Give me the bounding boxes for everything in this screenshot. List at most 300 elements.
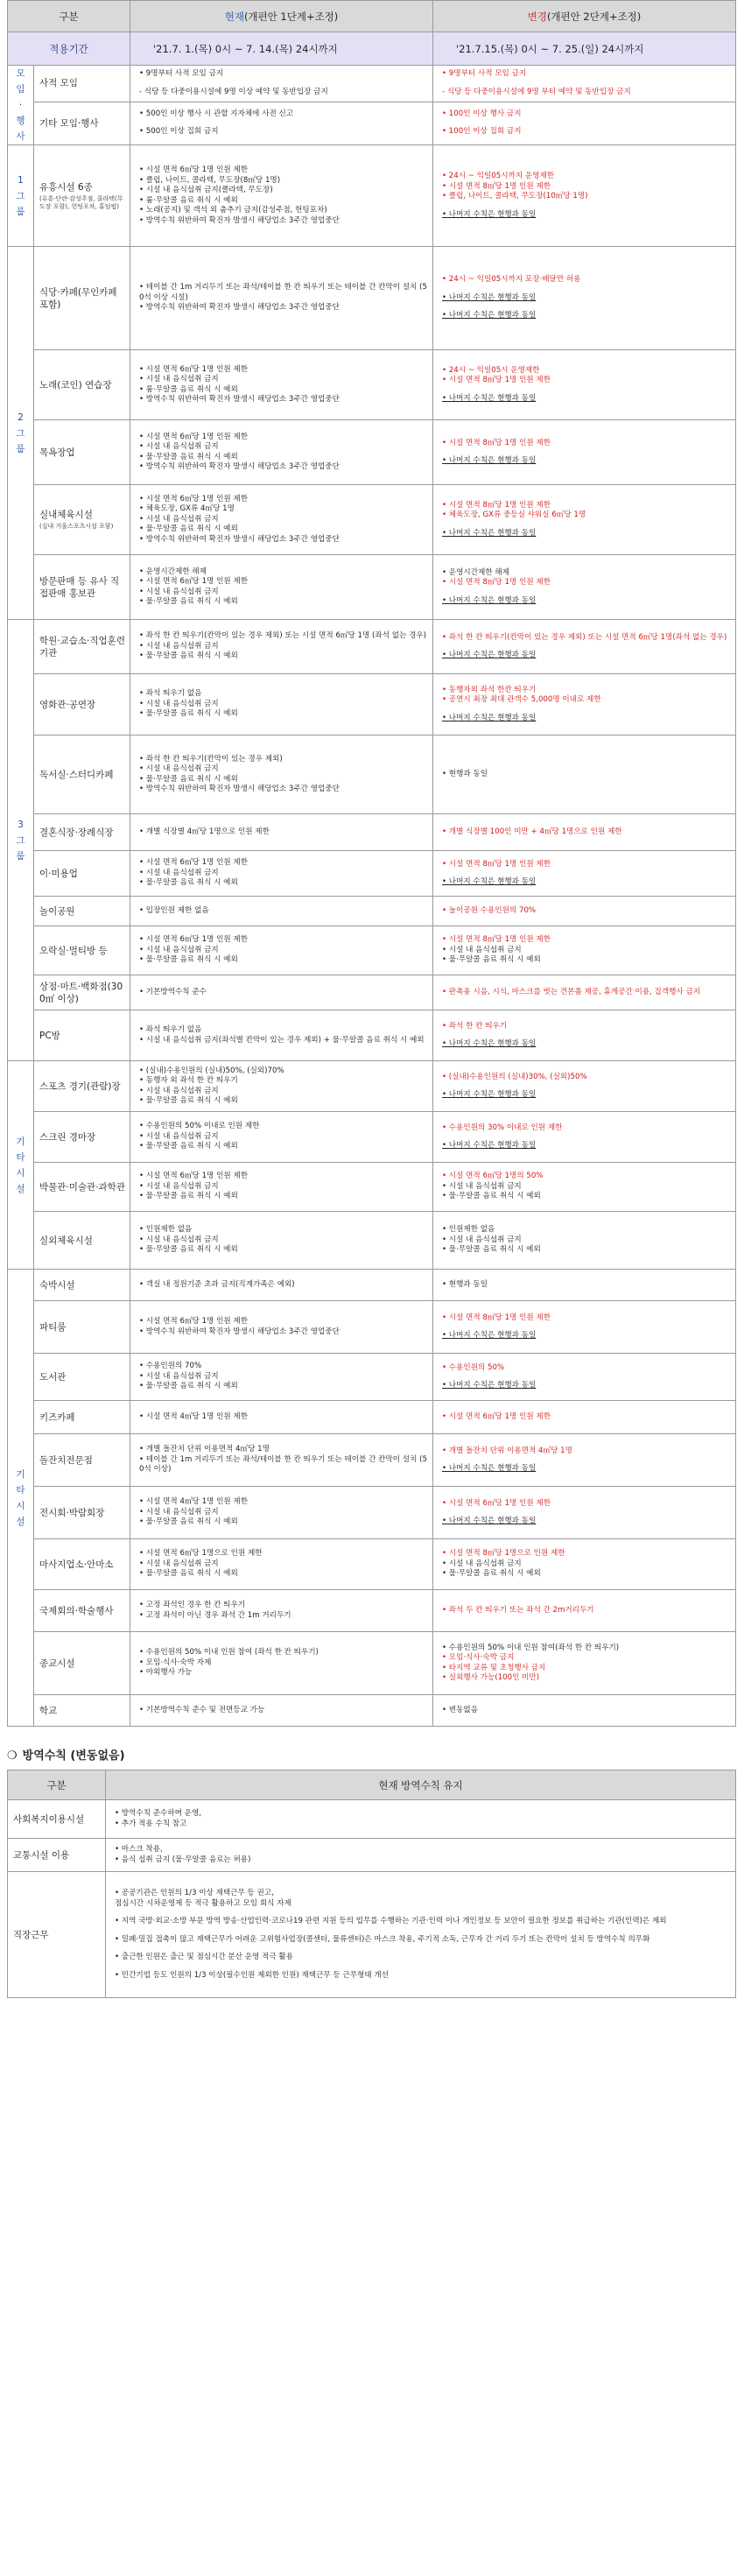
facility-subtitle: (유흥·단란·감성주점, 콜라텍(무도장 포함), 헌팅포차, 홀덤펍) [39,194,123,210]
current-rule-line: • 시설 내 음식섭취 금지 [139,1235,219,1244]
facility-title: 키즈카페 [39,1411,75,1423]
spacer [442,706,730,714]
current-rule-line: • 객실 내 정원기준 초과 금지(직계가족은 예외) [139,1279,295,1289]
table-row [8,926,736,975]
rules-line: • 마스크 착용, [115,1845,163,1854]
facility-name [34,1434,130,1487]
section-title [7,1746,125,1763]
current-rule-line: • 테이블 간 1m 거리두기 또는 좌석/테이블 한 칸 띄우기 또는 테이블 간 칸막이 설치 (50석 이상) [139,1454,427,1475]
spacer [442,1323,730,1331]
current-rules [130,1010,433,1061]
facility-name [34,926,130,975]
changed-rule-line: • 시설 면적 8㎡당 1명 인원 제한 [442,376,551,385]
current-rule-line: • 방역수칙 위반하여 확진자 발생시 해당업소 3주간 영업중단 [139,534,340,544]
changed-rule-line: • 시설 면적 8㎡당 1명 인원 제한 [442,859,551,869]
group-char: 룹 [16,206,25,217]
current-rule-line: • 시설 내 음식섭취 금지 [139,641,219,651]
table-header-row [8,1,736,32]
facility-name [34,1301,130,1354]
current-rule-line: • 시설 내 음식섭취 금지 [139,868,219,877]
group-char: 사 [16,131,25,142]
changed-rule-line: - 식당 등 다중이용시설에 9명 부터 예약 및 동반입장 금지 [442,87,631,96]
changed-rule-line: • 시설 면적 8㎡당 1명 인원 제한 [442,500,551,510]
changed-rules [433,1354,736,1401]
current-rule-line: • 좌석 한 칸 띄우기(칸막이 있는 경우 제외) [139,754,283,764]
changed-rule-line: • 100인 이상 집회 금지 [442,127,522,137]
changed-rules [433,1061,736,1112]
current-rule-line: • 시설 면적 6㎡당 1명 인원 제한 [139,432,249,441]
spacer [442,1133,730,1141]
changed-rule-line: • 나머지 수칙은 현행과 동일 [442,311,537,320]
current-rule-line: • 시설 내 음식섭취 금지(클라텍, 무도장) [139,186,273,194]
facility-name [34,1539,130,1590]
changed-rule-line: • 나머지 수칙은 현행과 동일 [442,651,537,659]
changed-rule-line: • 시설 면적 8㎡당 1명 인원 제한 [442,578,551,588]
group-char: 기 [16,1468,25,1480]
group-label-etc2 [8,1270,34,1727]
spacer [442,588,730,596]
facility-title: 실내체육시설 [39,510,93,520]
group-char: 1 [18,174,24,186]
current-rule-line: • 물·무알콜 음료 취식 시 예외 [139,774,238,784]
changed-rule-line: • 물·무알콜 음료 취식 시 예외 [442,1192,541,1201]
current-rule-line: • 개별 식장별 4㎡당 1명으로 인원 제한 [139,827,270,836]
current-rules [130,735,433,814]
current-rule-line: • (실내)수용인원의 (실내)50%, (실외)70% [139,1066,284,1075]
facility-title: 숙박시설 [39,1279,75,1291]
table-row [8,851,736,897]
table-row [8,1632,736,1695]
group-label-g3 [8,620,34,1061]
facility-subtitle: (실내 거울스포츠시설 포함) [39,523,114,530]
changed-rule-line: • 판촉용 시음, 시식, 마스크를 벗는 견본품 제공, 휴게공간 이용, 집객행사 금지 [442,987,701,996]
facility-title: 오락실·멀티방 등 [39,945,108,956]
changed-rule-line: • 시설 면적 8㎡당 1명 인원 제한 [442,181,551,191]
current-rule-line: • 시설 내 음식섭취 금지 [139,945,219,954]
changed-rules [433,102,736,144]
facility-title: 놀이공원 [39,905,75,917]
facility-title: 박물관·미술관·과학관 [39,1181,125,1193]
table-row [8,814,736,851]
spacer [442,285,730,293]
group-char: · [18,100,23,110]
changed-rule-line: • 동행자외 좌석 한칸 띄우기 [442,685,537,694]
group-char: 타 [16,1484,25,1496]
changed-rule-line: • 수용인원의 50% 이내 인원 참여(좌석 한 칸 띄우기) [442,1643,620,1652]
current-rules [130,1061,433,1112]
current-rule-line: • 시설 내 음식섭취 금지 [139,1559,219,1568]
current-rule-line: • 테이블 간 1m 거리두기 또는 좌석/테이블 한 칸 띄우기 또는 테이블 간 칸막이 설치 (50석 이상 시설) [139,283,427,302]
changed-rule-line: • 실외행사 가능(100인 미만) [442,1673,540,1682]
changed-rule-line: • 시설 내 음식섭취 금지 [442,1181,522,1191]
current-rules [130,1695,433,1727]
changed-rule-line: • 나머지 수칙은 현행과 동일 [442,528,537,538]
changed-rules [433,350,736,420]
current-rules [130,1163,433,1212]
current-rule-line: • 모임·식사·숙박 자제 [139,1658,212,1667]
facility-title: 결혼식장·장례식장 [39,827,114,838]
current-rule-line: • 물·무알콜 음료 취식 시 예외 [139,1517,238,1527]
current-rules [130,1539,433,1590]
facility-name [34,1270,130,1301]
table-row [8,1112,736,1163]
changed-rules [433,247,736,350]
section-title-text: 방역수칙 (변동없음) [22,1749,125,1763]
facility-title: 국제회의·학술행사 [39,1605,114,1616]
changed-rule-line: • 공연시 최장 최대 관객수 5,000명 이내로 제한 [442,695,601,705]
header-changed [433,1,736,32]
current-rule-line: • 동행자 외 좌석 한 칸 띄우기 [139,1076,238,1085]
facility-name [34,1695,130,1727]
current-rule-line: • 좌석 띄우기 없음 [139,689,202,699]
current-rule-line: • 방역수칙 위반하여 확진자 발생시 해당업소 3주간 영업중단 [139,215,340,225]
rules-content [106,1872,736,1998]
current-rule-line: • 시설 내 음식섭취 금지 [139,1371,219,1381]
facility-title: 전시회·박람회장 [39,1507,105,1518]
current-rule-line: • 500인 이상 행사 시 관할 지자체에 사전 신고 [139,109,294,118]
changed-rule-line: • 좌석 두 칸 띄우기 또는 좌석 간 2m거리두기 [442,1605,594,1615]
group-char: 임 [16,84,25,95]
current-rule-line: • 물·무알콜 음료 취식 시 예외 [139,524,238,534]
facility-title: 기타 모임·행사 [39,117,99,129]
rules-body [8,1800,736,1998]
changed-rule-line: • 나머지 수칙은 현행과 동일 [442,456,537,465]
table-row [8,145,736,247]
table-row [8,350,736,420]
facility-title: 독서실·스터디카페 [39,769,114,780]
facility-title: 영화관·공연장 [39,699,96,710]
current-rule-line: • 기본방역수칙 준수 및 전면등교 가능 [139,1705,265,1714]
facility-name [34,975,130,1010]
changed-rule-line: • 24시 ~ 익일05시까지 포장·배달만 허용 [442,275,581,285]
facility-name [34,350,130,420]
rules-header-category: 구분 [8,1770,106,1800]
current-rule-line: • 물·무알콜 음료 취식 시 예외 [139,1192,238,1201]
current-rules [130,814,433,851]
rules-line: 점심시간 시차운영제 등 적극 활용하고 모임 회식 자제 [115,1898,291,1908]
rules-line: • 출근한 인원은 출근 및 점심시간 분산 운영 적극 활용 [115,1953,293,1961]
changed-rule-line: • 나머지 수칙은 현행과 동일 [442,1517,537,1525]
current-rule-line: • 룸·무알콜 음료 취식 시 예외 [139,195,238,205]
current-rule-line: • 시설 내 음식섭취 금지 [139,375,219,384]
group-char: 행 [16,116,25,126]
current-rule-line: • 시설 내 음식섭취 금지 [139,442,219,451]
current-rule-line: • 기본방역수칙 준수 [139,987,207,996]
changed-rules [433,420,736,485]
table-row [8,1434,736,1487]
current-rule-line: • 개별 돌잔치 단위 이용면적 4㎡당 1명 [139,1445,270,1454]
facility-name [34,735,130,814]
changed-rules [433,66,736,102]
current-rule-line: • 시설 내 음식섭취 금지 [139,514,219,524]
facility-name [34,1212,130,1270]
changed-rule-line: • 나머지 수칙은 현행과 동일 [442,595,537,605]
current-rule-line: • 시설 면적 6㎡당 1명 인원 제한 [139,577,249,586]
changed-rules [433,735,736,814]
current-rule-line: • 인원제한 없음 [139,1225,193,1235]
facility-title: 도서관 [39,1371,67,1383]
changed-rules [433,145,736,247]
current-rules [130,1301,433,1354]
spacer [442,643,730,651]
distancing-comparison-table [7,0,736,1727]
rules-category: 교통시설 이용 [8,1839,106,1872]
group-char: 모 [16,68,25,79]
current-rules [130,247,433,350]
facility-name [34,1010,130,1061]
current-rule-line: • 시설 면적 6㎡당 1명 인원 제한 [139,165,249,174]
facility-name [34,1590,130,1632]
current-rules [130,485,433,555]
rules-line: • 공공기관은 인원의 1/3 이상 재택근무 등 권고, [115,1889,274,1897]
group-label-moim [8,66,34,145]
facility-title: 상점·마트·백화점(300㎡ 이상) [39,981,123,1004]
changed-rules [433,555,736,620]
table-row [8,620,736,674]
rules-category: 직장근무 [8,1872,106,1998]
current-rule-line: • 시설 내 음식섭취 금지 [139,1507,219,1517]
table-body [8,66,736,1727]
rules-table [7,1770,736,1998]
header-category: 구분 [8,1,130,32]
current-rules [130,1487,433,1539]
group-label-etc1 [8,1061,34,1270]
current-rule-line: • 시설 면적 6㎡당 1명 인원 제한 [139,858,249,868]
facility-title: 학원·교습소·직업훈련기관 [39,635,125,658]
changed-rules [433,1010,736,1061]
facility-title: 종교시설 [39,1658,75,1669]
facility-title: 스포츠 경기(관람)장 [39,1080,121,1092]
current-rule-line: • 시설 면적 6㎡당 1명 인원 제한 [139,364,249,374]
current-rules [130,620,433,674]
group-char: 그 [16,427,25,439]
current-rules [130,145,433,247]
facility-name [34,1487,130,1539]
current-rule-line: • 시설 면적 6㎡당 1명 인원 제한 [139,494,249,503]
spacer [442,1509,730,1517]
current-rule-line: • 물·무알콜 음료 취식 시 예외 [139,878,238,888]
group-char: 룹 [16,443,25,454]
changed-rule-line: • 물·무알콜 음료 취식 시 예외 [442,955,541,965]
changed-rules [433,1539,736,1590]
current-rule-line: • 시설 면적 4㎡당 1명 인원 제한 [139,1497,249,1507]
facility-name [34,145,130,247]
changed-rule-line: • 시설 내 음식섭취 금지 [442,1235,522,1244]
current-rule-line: • 500인 이상 집회 금지 [139,127,219,137]
current-rule-line: • 수용인원의 70% [139,1362,202,1371]
changed-rule-line: • 시설 면적 6㎡당 1명 인원 제한 [442,1411,551,1421]
facility-name [34,102,130,144]
period-changed: '21.7.15.(목) 0시 ~ 7. 25.(일) 24시까지 [433,32,736,66]
facility-name [34,1163,130,1212]
rules-row [8,1839,736,1872]
facility-name [34,897,130,926]
current-rule-line: • 수용인원의 50% 이내 인원 참여 (좌석 한 칸 띄우기) [139,1648,319,1658]
changed-rule-line: • 모임·식사·숙박 금지 [442,1653,515,1662]
current-rule-line: • 노래(공지) 및 객석 외 춤추기 금지(감성주점, 헌팅포차) [139,206,327,215]
period-current: '21.7. 1.(목) 0시 ~ 7. 14.(목) 24시까지 [130,32,433,66]
changed-rules [433,1270,736,1301]
current-rules [130,1590,433,1632]
current-rule-line: • 운영시간제한 해제 [139,567,207,576]
changed-rule-line: • 체육도장, GX류 중등실 샤워실 6㎡당 1명 [442,510,586,520]
facility-name [34,674,130,735]
changed-rule-line: • 클럽, 나이트, 콜라텍, 무도장(10㎡당 1명) [442,192,588,201]
rules-header-row [8,1770,736,1800]
changed-rule-line: • 24시 ~ 익일05시까지 운영제한 [442,172,555,180]
changed-rule-line: • 나머지 수칙은 현행과 동일 [442,1331,537,1340]
changed-rules [433,485,736,555]
facility-title: 노래(코인) 연습장 [39,379,112,391]
changed-rule-line: • 인원제한 없음 [442,1225,495,1235]
table-row [8,897,736,926]
facility-title: 학교 [39,1705,58,1716]
current-rule-line: • 룸·무알콜 음료 취식 시 예외 [139,384,238,394]
changed-rules [433,1301,736,1354]
changed-rule-line: • 변동없음 [442,1705,479,1714]
group-char: 2 [18,412,24,423]
changed-rules [433,1434,736,1487]
current-rule-line: • 시설 내 음식섭취 금지 [139,587,219,596]
table-row [8,1061,736,1112]
spacer [442,1456,730,1464]
changed-rule-line: • 시설 면적 8㎡당 1명 인원 제한 [442,935,551,945]
current-rules [130,555,433,620]
changed-rules [433,1163,736,1212]
rules-header-content: 현재 방역수칙 유지 [106,1770,736,1800]
changed-rule-line: • 나머지 수칙은 현행과 동일 [442,713,537,722]
changed-rule-line: • 운영시간제한 해제 [442,567,509,577]
spacer [442,1373,730,1381]
current-rule-line: • 시설 면적 6㎡당 1명으로 인원 제한 [139,1549,263,1559]
table-row [8,1270,736,1301]
table-row [8,1301,736,1354]
rules-content [106,1839,736,1872]
rules-content [106,1800,736,1839]
current-rule-line: • 시설 내 음식섭취 금지 [139,764,219,773]
facility-title: 마사지업소·안마소 [39,1559,114,1570]
spacer [442,869,730,877]
current-rule-line: • 고정 좌석인 경우 한 칸 띄우기 [139,1601,246,1609]
facility-title: 유흥시설 6종 [39,181,93,193]
table-row [8,1695,736,1727]
changed-rules [433,1212,736,1270]
changed-rules [433,620,736,674]
period-label: 적용기간 [8,32,130,66]
current-rule-line: • 물·무알콜 음료 취식 시 예외 [139,1096,238,1105]
changed-rules [433,851,736,897]
facility-name [34,420,130,485]
changed-rules [433,975,736,1010]
current-rule-line: • 방역수칙 위반하여 확진자 발생시 해당업소 3주간 영업중단 [139,462,340,471]
facility-name [34,1632,130,1695]
header-changed-label: 변경 [527,10,547,23]
table-row [8,1487,736,1539]
changed-rule-line: • 타지역 교류 및 초청행사 금지 [442,1663,546,1672]
changed-rule-line: • 물·무알콜 음료 취식 시 예외 [442,1569,541,1579]
table-row [8,1401,736,1434]
facility-name [34,620,130,674]
group-char: 설 [16,1516,25,1527]
facility-title: 목욕장업 [39,447,75,458]
current-rules [130,66,433,102]
changed-rule-line: • 현행과 동일 [442,769,488,778]
current-rule-line: • 물·무알콜 음료 취식 시 예외 [139,1382,238,1391]
current-rule-line: • 물·무알콜 음료 취식 시 예외 [139,651,238,661]
facility-title: 방문판매 등 유사 직접판매 홍보관 [39,575,120,599]
changed-rules [433,1401,736,1434]
facility-title: 스크린 경마장 [39,1131,96,1143]
changed-rules [433,814,736,851]
changed-rules [433,926,736,975]
facility-name [34,1401,130,1434]
spacer [442,303,730,311]
current-rule-line: • 좌석 띄우기 없음 [139,1025,202,1034]
changed-rules [433,1632,736,1695]
current-rule-line: • 시설 내 음식섭취 금지 [139,1086,219,1095]
rules-line: • 추가 적용 수칙 참고 [115,1819,187,1828]
current-rules [130,1632,433,1695]
changed-rule-line: • 시설 면적 8㎡당 1명으로 인원 제한 [442,1549,565,1559]
rules-line: • 지역 국방·외교·소방 부문 방역 방송·산업인력·코로나19 관련 지원 등의 업무를 수행하는 기관·인력 이나 개인정보 등 보안이 필요한 정보를 취급하는 기관(인력)은 제외 [115,1917,667,1925]
spacer [442,386,730,394]
facility-title: 식당·카페(무인카페 포함) [39,286,117,310]
current-rules [130,975,433,1010]
current-rule-line: • 시설 면적 6㎡당 1명 인원 제한 [139,935,249,945]
current-rules [130,420,433,485]
facility-name [34,555,130,620]
current-rule-line: • 고정 좌석이 아닌 경우 좌석 간 1m 거리두기 [139,1610,291,1620]
current-rule-line: • 시설 내 음식섭취 금지 [139,699,219,708]
changed-rule-line: • 나머지 수칙은 현행과 동일 [442,1141,537,1150]
current-rule-line: • 클럽, 나이트, 콜라텍, 무도장(8㎡당 1명) [139,175,281,185]
current-rule-line: • 물·무알콜 음료 취식 시 예외 [139,955,238,965]
changed-rules [433,674,736,735]
current-rule-line: • 물·무알콜 음료 취식 시 예외 [139,452,238,461]
spacer [115,1945,730,1953]
changed-rule-line: • 시설 면적 8㎡당 1명 인원 제한 [442,438,551,447]
rules-row [8,1800,736,1839]
current-rules [130,1401,433,1434]
current-rule-line: • 방역수칙 위반하여 확진자 발생시 해당업소 3주간 영업중단 [139,303,340,313]
spacer [442,448,730,456]
current-rule-line: • 물·무알콜 음료 취식 시 예외 [139,709,238,719]
group-char: 3 [18,819,24,830]
changed-rule-line: • 24시 ~ 익일05시 운영제한 [442,365,540,375]
facility-name [34,1354,130,1401]
current-rules [130,1212,433,1270]
table-row [8,975,736,1010]
group-char: 룹 [16,850,25,862]
group-char: 기 [16,1136,25,1147]
changed-rule-line: • 나머지 수칙은 현행과 동일 [442,209,537,219]
table-row [8,102,736,144]
current-rules [130,851,433,897]
current-rule-line: • 물·무알콜 음료 취식 시 예외 [139,1245,238,1255]
current-rule-line: • 시설 내 음식섭취 금지 [139,1181,219,1191]
table-row [8,66,736,102]
spacer [115,1963,730,1971]
spacer [115,1927,730,1935]
rules-category: 사회복지이용시설 [8,1800,106,1839]
current-rule-line: • 시설 내 음식섭취 금지 [139,1131,219,1141]
changed-rules [433,1487,736,1539]
changed-rule-line: • 수용인원의 50% [442,1362,505,1372]
facility-title: 돌잔치전문점 [39,1454,93,1466]
current-rule-line: • 물·무알콜 음료 취식 시 예외 [139,1142,238,1151]
current-rule-line: • 입장인원 제한 없음 [139,905,209,915]
current-rules [130,1434,433,1487]
